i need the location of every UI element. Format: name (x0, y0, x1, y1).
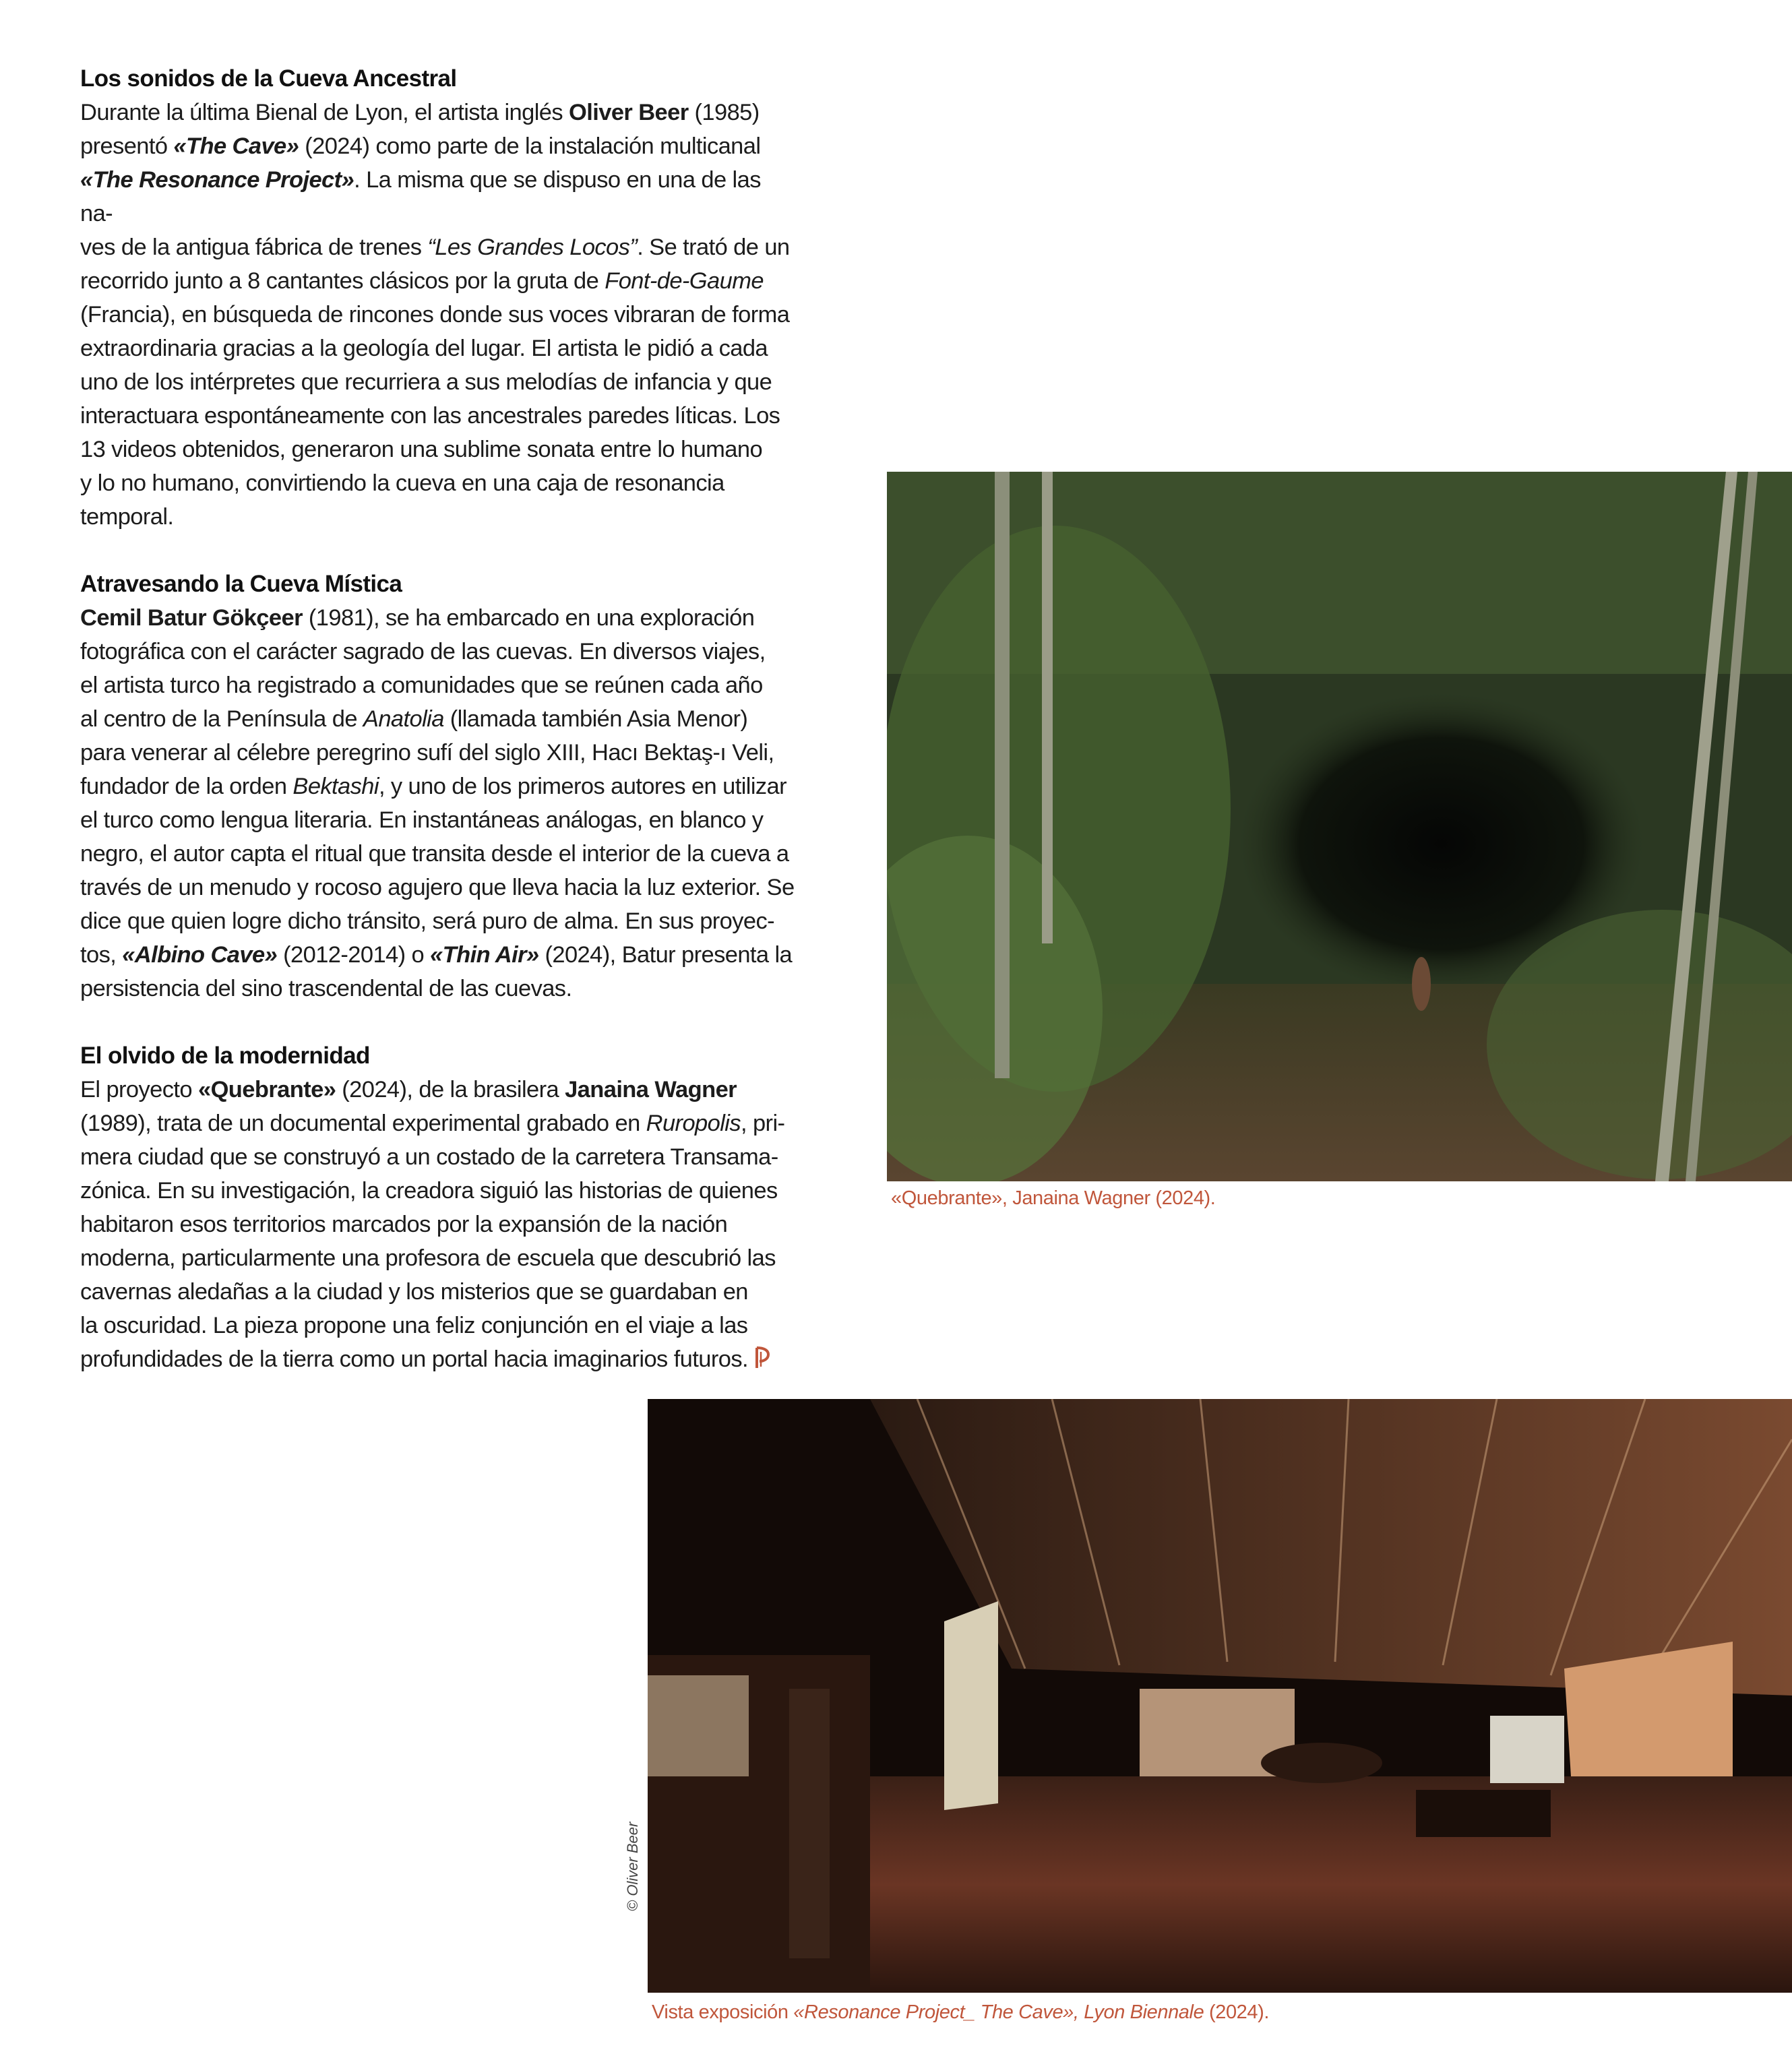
text-run: El proyecto (80, 1077, 198, 1102)
text-run: fundador de la orden (80, 774, 293, 799)
photo-quebrante-cave (887, 472, 1792, 1181)
text-run: 13 videos obtenidos, generaron una sublime sonata entre lo humano (80, 437, 763, 462)
text-run: zónica. En su investigación, la creadora siguió las historias de quienes (80, 1178, 778, 1204)
text-run: para venerar al célebre peregrino sufí del siglo XIII, Hacı Bektaş-ı Veli, (80, 740, 774, 766)
exhibition-hall-image (648, 1399, 1792, 1993)
text-run: persistencia del sino trascendental de las cuevas. (80, 976, 572, 1001)
text-run: recorrido junto a 8 cantantes clásicos por la gruta de (80, 268, 605, 294)
text-run: fotográfica con el carácter sagrado de las cuevas. En diversos viajes, (80, 639, 766, 664)
text-run: cavernas aledañas a la ciudad y los misterios que se guardaban en (80, 1279, 748, 1305)
caption-work-title: «Resonance Project_ The Cave», Lyon Biennale (793, 2001, 1204, 2023)
text-run: (llamada también Asia Menor) (443, 706, 748, 732)
text-run: Anatolia (363, 706, 444, 732)
text-run: . Se trató de un (637, 235, 790, 260)
cave-jungle-image (887, 472, 1792, 1181)
text-run: y lo no humano, convirtiendo la cueva en una caja de resonancia (80, 470, 724, 496)
section-paragraph (80, 1073, 795, 1379)
text-run: (2024), de la brasilera (336, 1077, 565, 1102)
caption-prefix: Vista exposición (652, 2001, 794, 2023)
text-run: Bektashi (292, 774, 379, 799)
text-run: (Francia), en búsqueda de rincones donde sus voces vibraran de forma (80, 302, 790, 328)
article-section (80, 567, 795, 1005)
text-run: negro, el autor capta el ritual que transita desde el interior de la cueva a (80, 841, 789, 867)
text-run: (1981), se ha embarcado en una exploración (302, 605, 755, 631)
section-paragraph (80, 96, 795, 534)
text-run: la oscuridad. La pieza propone una feliz conjunción en el viaje a las (80, 1313, 748, 1338)
text-run: (2024), Batur presenta la (538, 942, 793, 968)
article-section (80, 1039, 795, 1379)
caption-suffix: (2024). (1204, 2001, 1270, 2023)
text-run: Durante la última Bienal de Lyon, el artista inglés (80, 100, 569, 125)
text-run: «Albino Cave» (122, 942, 278, 968)
text-run: interactuara espontáneamente con las ancestrales paredes líticas. Los (80, 403, 780, 429)
end-of-article-mark-icon (755, 1345, 770, 1379)
article-section (80, 62, 795, 534)
text-run: Janaina Wagner (565, 1077, 737, 1102)
text-run: temporal. (80, 504, 174, 530)
text-run: (2012-2014) o (277, 942, 431, 968)
text-run: Font-de-Gaume (605, 268, 764, 294)
text-run: Cemil Batur Gökçeer (80, 605, 303, 631)
photo-credit: © Oliver Beer (624, 1822, 641, 1911)
text-run: «The Resonance Project» (80, 167, 354, 193)
text-run: mera ciudad que se construyó a un costado de la carretera Transama- (80, 1144, 778, 1170)
text-run: profundidades de la tierra como un portal hacia imaginarios futuros. (80, 1346, 748, 1372)
text-run: . La misma que se dispuso en una de las na- (80, 167, 761, 226)
text-run: (1985) (688, 100, 760, 125)
section-paragraph (80, 601, 795, 1005)
text-run: habitaron esos territorios marcados por la expansión de la nación (80, 1212, 728, 1237)
text-run: el artista turco ha registrado a comunidades que se reúnen cada año (80, 673, 763, 698)
text-run: «Quebrante» (197, 1077, 336, 1102)
text-run: presentó (80, 133, 174, 159)
section-heading: El olvido de la modernidad (80, 1043, 370, 1069)
section-heading: Los sonidos de la Cueva Ancestral (80, 65, 457, 92)
text-run: el turco como lengua literaria. En instantáneas análogas, en blanco y (80, 807, 764, 833)
article-body (80, 62, 795, 1412)
text-run: «Thin Air» (430, 942, 539, 968)
text-run: “Les Grandes Locos” (427, 235, 638, 260)
text-run: moderna, particularmente una profesora de escuela que descubrió las (80, 1245, 776, 1271)
caption-resonance-project (652, 2000, 1269, 2024)
text-run: (2024) como parte de la instalación multicanal (299, 133, 761, 159)
section-heading: Atravesando la Cueva Mística (80, 571, 402, 597)
text-run: «The Cave» (173, 133, 299, 159)
text-run: tos, (80, 942, 123, 968)
text-run: dice que quien logre dicho tránsito, será puro de alma. En sus proyec- (80, 908, 775, 934)
text-run: uno de los intérpretes que recurriera a sus melodías de infancia y que (80, 369, 772, 395)
text-run: extraordinaria gracias a la geología del lugar. El artista le pidió a cada (80, 336, 768, 361)
text-run: ves de la antigua fábrica de trenes (80, 235, 428, 260)
photo-resonance-exhibition (648, 1399, 1792, 1993)
text-run: Ruropolis (646, 1111, 741, 1136)
text-run: al centro de la Península de (80, 706, 363, 732)
text-run: través de un menudo y rocoso agujero que lleva hacia la luz exterior. Se (80, 875, 795, 900)
text-run: , pri- (741, 1111, 785, 1136)
text-run: Oliver Beer (569, 100, 689, 125)
text-run: , y uno de los primeros autores en utilizar (378, 774, 787, 799)
caption-quebrante: «Quebrante», Janaina Wagner (2024). (891, 1187, 1216, 1209)
text-run: (1989), trata de un documental experimental grabado en (80, 1111, 646, 1136)
